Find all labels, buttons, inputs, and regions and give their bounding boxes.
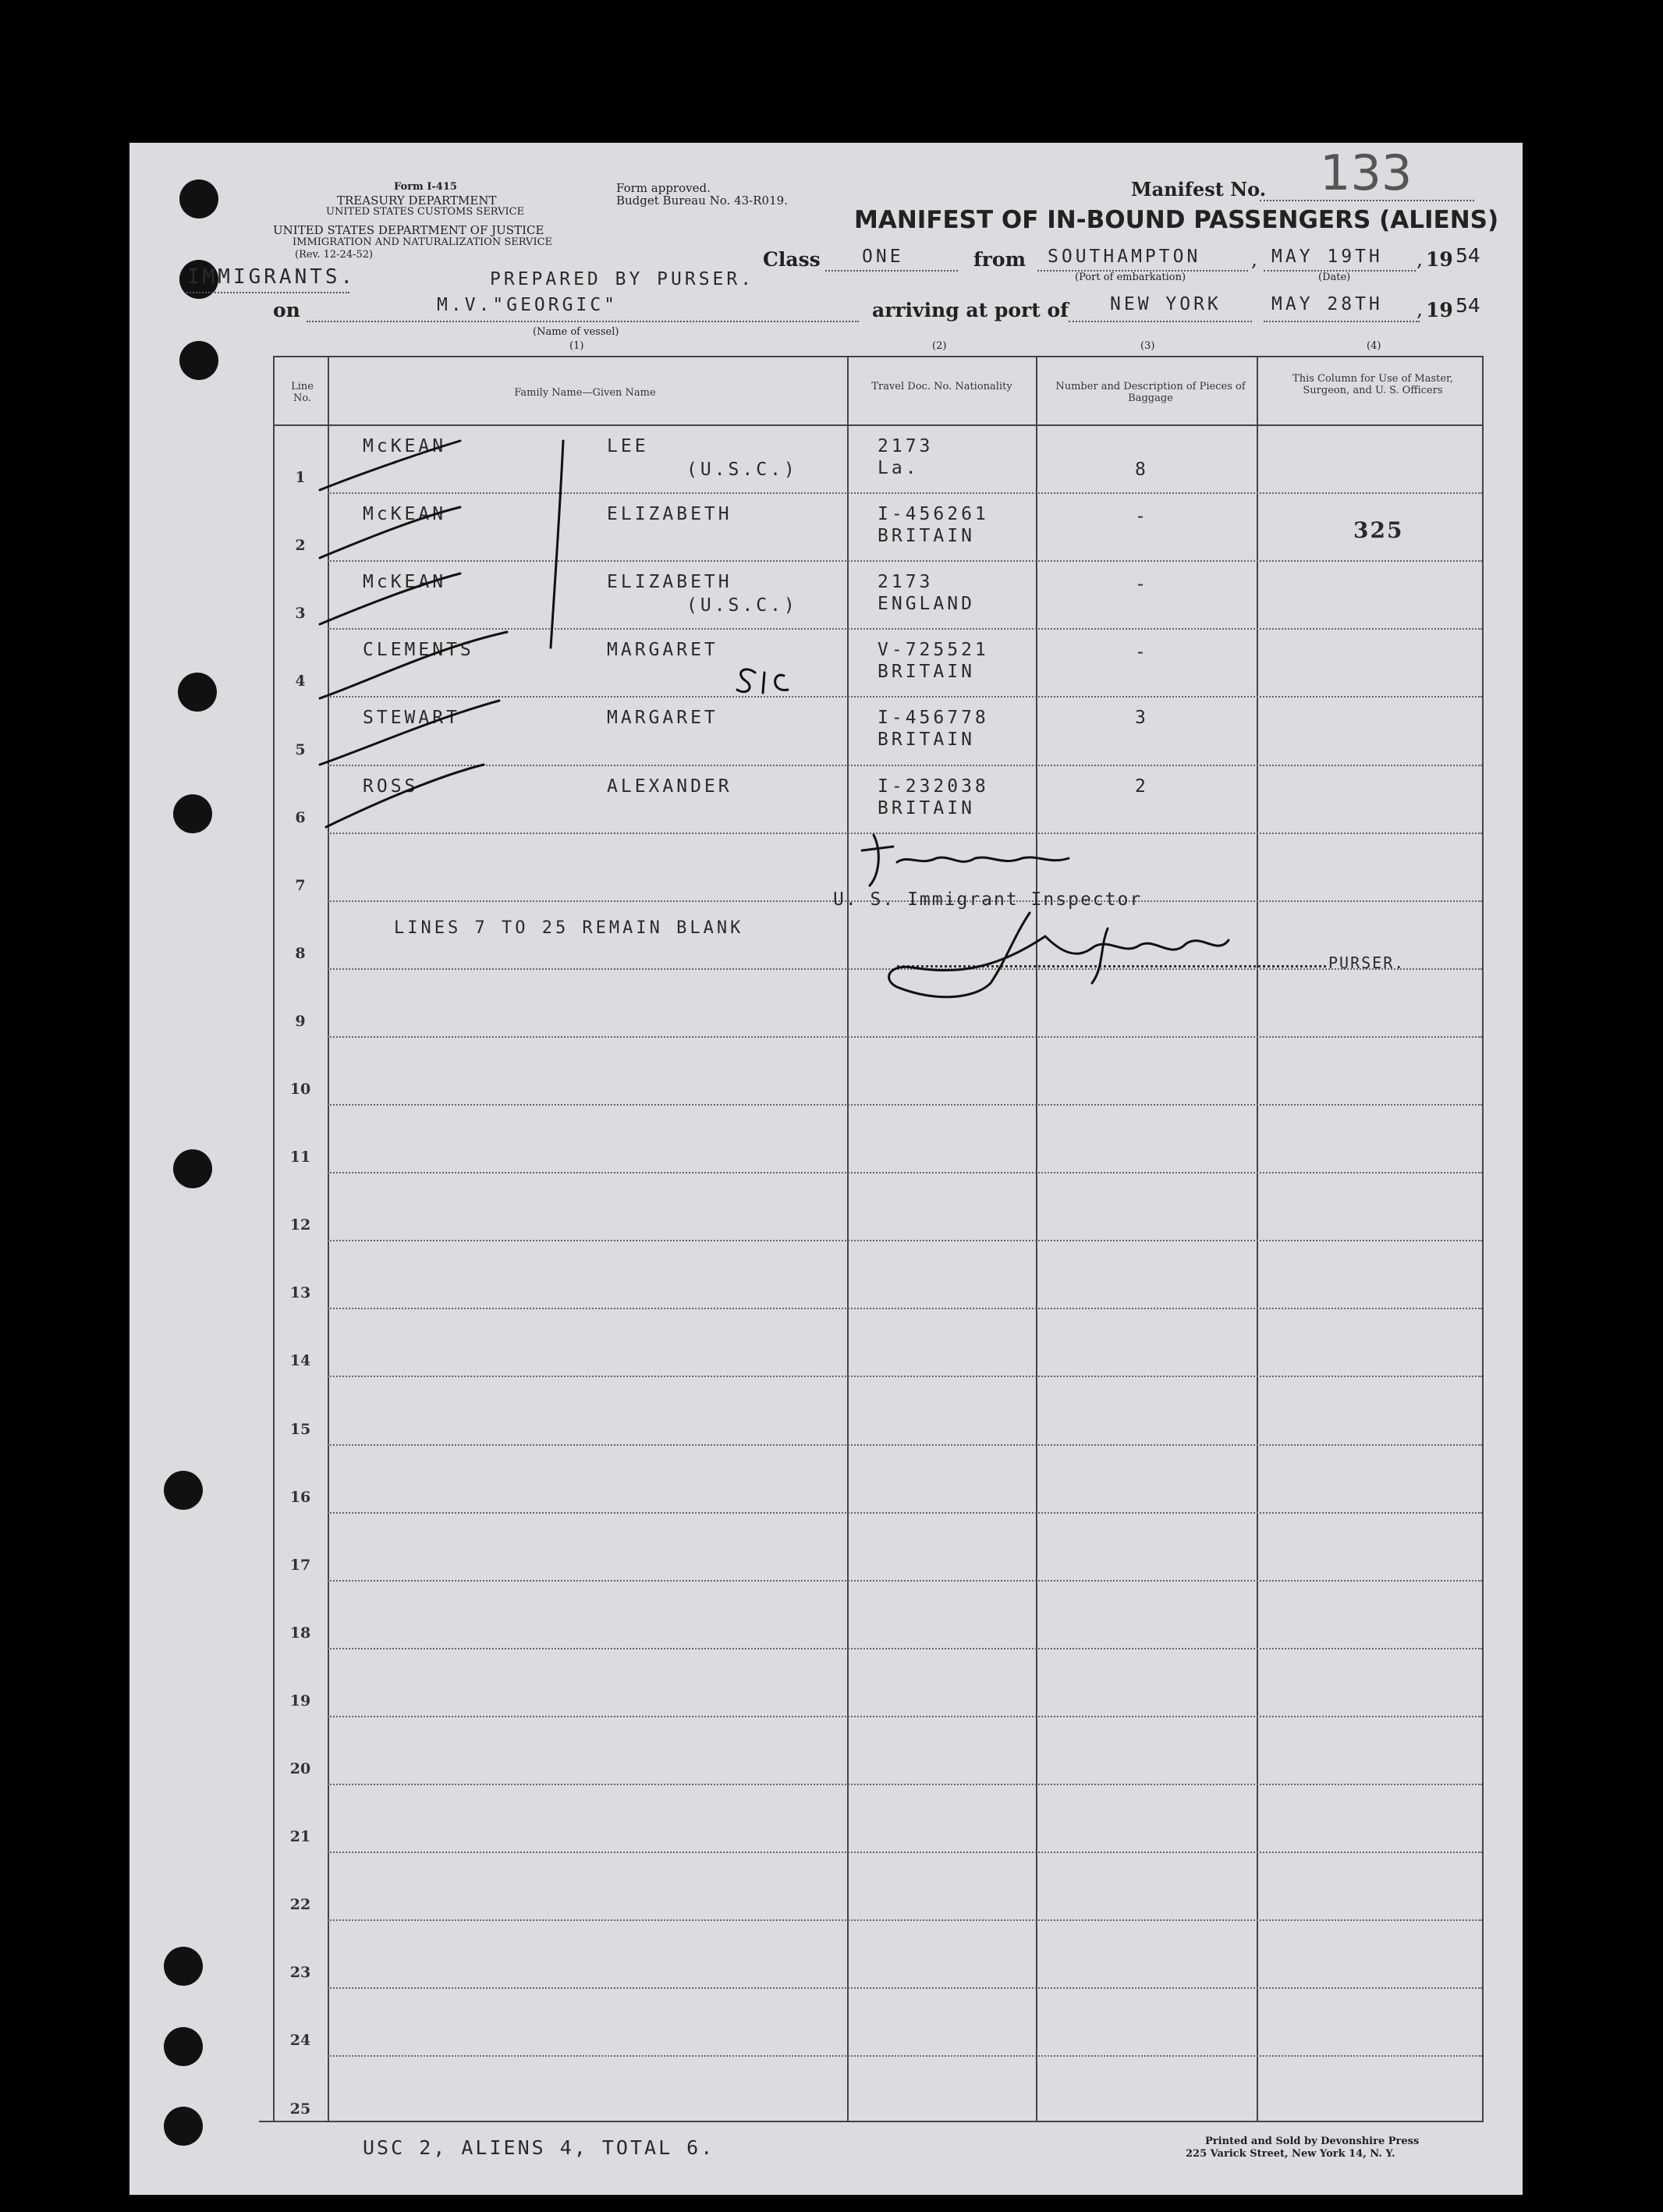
check-mark bbox=[320, 441, 460, 490]
given-name: ELIZABETH bbox=[607, 504, 732, 525]
line-number: 11 bbox=[289, 1149, 311, 1166]
check-mark bbox=[320, 507, 460, 558]
line-number: 12 bbox=[289, 1216, 311, 1234]
col-num-1: (1) bbox=[569, 340, 584, 352]
travel-doc: I-456261 bbox=[878, 504, 989, 525]
line-number: 6 bbox=[295, 808, 306, 826]
baggage-count: - bbox=[1135, 574, 1149, 595]
check-mark bbox=[320, 632, 507, 698]
class-label: Class bbox=[763, 248, 821, 271]
prepared-by: PREPARED BY PURSER. bbox=[490, 269, 755, 289]
inspector-signature bbox=[862, 835, 1069, 886]
baggage-count: 2 bbox=[1135, 776, 1149, 797]
given-name: MARGARET bbox=[607, 708, 718, 729]
vessel-name: M.V."GEORGIC" bbox=[437, 295, 619, 315]
note-text: (U.S.C.) bbox=[686, 460, 798, 480]
travel-doc: V-725521 bbox=[878, 640, 989, 661]
purser-label: PURSER. bbox=[1328, 953, 1406, 972]
nationality: BRITAIN bbox=[878, 526, 975, 547]
line-number: 9 bbox=[295, 1012, 306, 1030]
line-number: 8 bbox=[295, 944, 306, 962]
arrival-port: NEW YORK bbox=[1110, 294, 1222, 314]
line-number: 15 bbox=[289, 1420, 311, 1438]
nationality: ENGLAND bbox=[878, 594, 975, 615]
port-caption: (Port of embarkation) bbox=[1075, 272, 1186, 283]
line-number: 2 bbox=[295, 537, 306, 555]
line-number: 10 bbox=[289, 1081, 311, 1098]
nationality: BRITAIN bbox=[878, 730, 975, 751]
line-number: 25 bbox=[289, 2100, 311, 2118]
line-number: 23 bbox=[289, 1964, 311, 1982]
baggage-count: 3 bbox=[1135, 708, 1149, 729]
blank-lines-note: LINES 7 TO 25 REMAIN BLANK bbox=[394, 918, 744, 938]
on-label: on bbox=[273, 299, 300, 321]
bracket-mark bbox=[551, 441, 563, 648]
comma: , bbox=[1251, 248, 1257, 271]
line-number: 18 bbox=[289, 1624, 311, 1642]
given-name: MARGARET bbox=[607, 640, 718, 661]
line-number: 13 bbox=[289, 1284, 311, 1302]
line-number: 16 bbox=[289, 1488, 311, 1506]
given-name: LEE bbox=[607, 436, 649, 456]
printer-line-1: Printed and Sold by Devonshire Press bbox=[1205, 2136, 1420, 2147]
check-mark bbox=[326, 765, 484, 827]
approved-label: Form approved. bbox=[616, 181, 711, 195]
col-num-4: (4) bbox=[1367, 340, 1381, 352]
arrival-year: 54 bbox=[1456, 294, 1480, 317]
justice-label: UNITED STATES DEPARTMENT OF JUSTICE bbox=[273, 223, 544, 237]
summary-totals: USC 2, ALIENS 4, TOTAL 6. bbox=[363, 2136, 715, 2159]
nationality: La. bbox=[878, 458, 920, 478]
travel-doc: 2173 bbox=[878, 436, 934, 456]
depart-year: 54 bbox=[1456, 244, 1480, 267]
baggage-count: - bbox=[1135, 642, 1149, 663]
inspector-label: U. S. Immigrant Inspector bbox=[833, 889, 1143, 910]
from-value: SOUTHAMPTON bbox=[1048, 247, 1201, 267]
form-number: Form I-415 bbox=[394, 181, 457, 193]
check-mark bbox=[320, 573, 460, 624]
line-number: 7 bbox=[295, 876, 306, 894]
year-prefix: 19 bbox=[1426, 299, 1453, 321]
rev-label: (Rev. 12-24-52) bbox=[295, 249, 374, 261]
col-num-2: (2) bbox=[932, 340, 947, 352]
purser-signature bbox=[889, 913, 1229, 997]
baggage-count: - bbox=[1135, 506, 1149, 527]
family-name: ROSS bbox=[363, 776, 419, 797]
printer-line-2: 225 Varick Street, New York 14, N. Y. bbox=[1186, 2148, 1395, 2160]
travel-doc: I-232038 bbox=[878, 776, 989, 797]
date-caption: (Date) bbox=[1318, 272, 1351, 283]
travel-doc: 2173 bbox=[878, 572, 934, 593]
year-prefix: 19 bbox=[1426, 248, 1453, 271]
given-name: ALEXANDER bbox=[607, 776, 732, 797]
given-name: ELIZABETH bbox=[607, 572, 732, 593]
col-header-officers: This Column for Use of Master, Surgeon, and U. S. Officers bbox=[1292, 373, 1453, 396]
officer-note: 325 bbox=[1353, 517, 1404, 544]
vessel-caption: (Name of vessel) bbox=[533, 326, 619, 338]
family-name: McKEAN bbox=[363, 572, 447, 593]
line-number: 3 bbox=[295, 605, 306, 623]
line-number: 14 bbox=[289, 1352, 311, 1370]
family-name: STEWART bbox=[363, 708, 460, 729]
arrival-date: MAY 28TH bbox=[1271, 294, 1383, 314]
class-value: ONE bbox=[862, 247, 904, 267]
manifest-title: MANIFEST OF IN-BOUND PASSENGERS (ALIENS) bbox=[854, 206, 1499, 234]
comma: , bbox=[1417, 248, 1423, 271]
col-header-line-no: Line No. bbox=[291, 381, 314, 404]
manifest-no-label: Manifest No. bbox=[1131, 178, 1267, 201]
col-header-baggage: Number and Description of Pieces of Baggage bbox=[1055, 381, 1246, 404]
arriving-label: arriving at port of bbox=[872, 299, 1069, 321]
line-number: 19 bbox=[289, 1692, 311, 1710]
budget-label: Budget Bureau No. 43-R019. bbox=[616, 194, 788, 208]
depart-date: MAY 19TH bbox=[1271, 247, 1383, 267]
nationality: BRITAIN bbox=[878, 797, 975, 818]
purser-signature bbox=[1092, 928, 1108, 983]
family-name: McKEAN bbox=[363, 436, 447, 456]
from-label: from bbox=[973, 248, 1027, 271]
line-number: 22 bbox=[289, 1896, 311, 1914]
col-num-3: (3) bbox=[1140, 340, 1155, 352]
line-number: 21 bbox=[289, 1828, 311, 1846]
line-number: 5 bbox=[295, 740, 306, 758]
line-number: 4 bbox=[295, 673, 306, 691]
col-header-travel-doc: Travel Doc. No. Nationality bbox=[871, 381, 1012, 392]
line-number: 20 bbox=[289, 1760, 311, 1777]
line-number: 17 bbox=[289, 1556, 311, 1574]
line-number: 1 bbox=[295, 469, 306, 487]
nationality: BRITAIN bbox=[878, 662, 975, 683]
comma: , bbox=[1417, 298, 1423, 321]
note-text: (U.S.C.) bbox=[686, 595, 798, 616]
check-mark bbox=[320, 701, 499, 765]
stamp-number: 133 bbox=[1320, 144, 1413, 201]
travel-doc: I-456778 bbox=[878, 708, 989, 729]
family-name: CLEMENTS bbox=[363, 640, 474, 661]
category-label: IMMIGRANTS. bbox=[187, 265, 356, 289]
treasury-label: TREASURY DEPARTMENT bbox=[337, 194, 497, 208]
customs-label: UNITED STATES CUSTOMS SERVICE bbox=[326, 206, 525, 218]
sic-mark bbox=[737, 669, 788, 693]
ins-label: IMMIGRATION AND NATURALIZATION SERVICE bbox=[293, 236, 553, 248]
line-number: 24 bbox=[289, 2032, 311, 2050]
family-name: McKEAN bbox=[363, 504, 447, 525]
baggage-count: 8 bbox=[1135, 460, 1149, 480]
col-header-name: Family Name—Given Name bbox=[514, 387, 656, 399]
